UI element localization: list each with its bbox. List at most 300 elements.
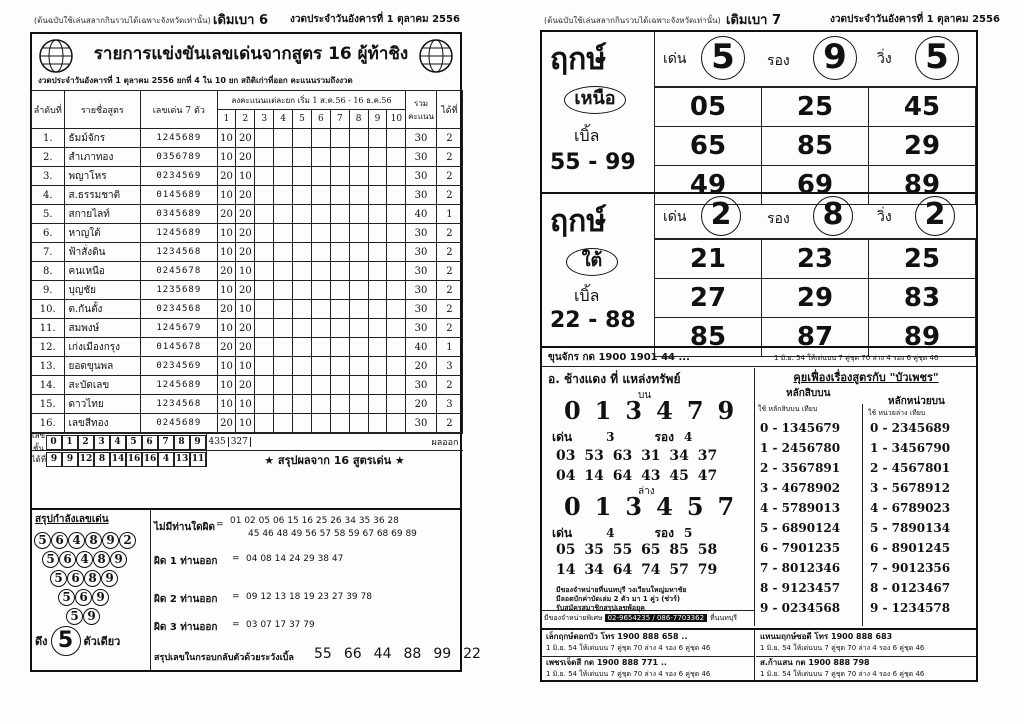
row-round-empty [311,376,330,395]
pyramid-digit: 8 [93,551,110,568]
row-round-empty [274,167,293,186]
south-second: 8 [813,196,853,236]
contact-phone: 02-9654235 / 086-7703362 [605,614,707,622]
grid-cell: 23 [762,240,869,279]
row-round-empty [293,186,312,205]
grid-cell: 21 [655,240,762,279]
digit-label: เลขชั้น [31,431,46,453]
row-rank: 9. [32,281,65,300]
right-page-title: เดิมเบา 7 [726,13,782,28]
row-place: 2 [436,243,462,262]
grid-cell: 29 [869,127,976,166]
row-rank: 14. [32,376,65,395]
grid-cell: 89 [869,166,976,205]
row-round-empty [387,376,406,395]
row-total: 30 [406,186,436,205]
strength-title: สรุปกำลังเลขเด่น [35,514,109,525]
row-round-empty [293,224,312,243]
row-round-empty [274,224,293,243]
row-round-empty [311,224,330,243]
row-round-empty [349,243,368,262]
formula-row: 2 - 3567891 [760,461,841,475]
table-row [32,186,463,205]
pyramid-digit: 9 [110,551,127,568]
north-block [542,32,976,200]
table-row [32,319,463,338]
row-total: 30 [406,281,436,300]
row-digits: 1234568 [141,243,218,262]
row-round-empty [255,376,274,395]
row-round-empty [274,205,293,224]
ad3: เพชรเจ็ดสี กด 1900 888 771 .. [546,658,667,667]
count-cell: 12 [78,452,94,467]
row-round-empty [293,262,312,281]
big-digit: 4 [656,396,673,425]
col-digits: เลขเด่น 7 ตัว [141,91,218,129]
row-rank: 11. [32,319,65,338]
table-row [32,224,463,243]
row-name: สำเภาทอง [64,148,141,167]
row-round-empty [368,186,387,205]
north-second-label: รอง [767,53,790,69]
row-place: 3 [436,395,462,414]
row-round-empty [387,281,406,300]
row-round-empty [368,357,387,376]
row-round-1: 10 [217,319,236,338]
final-value: 22 [463,646,481,662]
round-number: 8 [349,110,368,129]
wrong1-values: 04 08 14 24 29 38 47 [246,554,344,564]
row-round-empty [274,300,293,319]
row-round-empty [349,167,368,186]
grid-cell: 85 [655,318,762,357]
pyramid-digit: 9 [101,570,118,587]
ads-block [542,628,976,682]
row-round-empty [368,395,387,414]
row-round-empty [368,319,387,338]
count-cell: 9 [62,452,78,467]
main-title: รายการแข่งขันเลขเด่นจากสูตร 16 ผู้ท้าชิง [93,44,409,64]
row-round-empty [293,395,312,414]
big-digit: 1 [594,396,612,425]
north-lead: 5 [701,36,745,80]
formula-block [756,368,976,626]
row-digits: 0145689 [141,186,218,205]
row-place: 2 [436,300,462,319]
sponsor-title: อ. ช้างแดง ที่ แหล่งทรัพย์ [548,372,681,386]
south-run: 2 [915,196,955,236]
final-label: สรุปเลขในกรอบกลับตัวด้วยระวังเบิ้ล [154,653,294,663]
row-round-empty [274,148,293,167]
row-round-empty [311,262,330,281]
row-round-empty [368,414,387,433]
wrong3-label: ผิด 3 ท่านออก [154,622,218,633]
contact-label: มีของจำหน่ายพิเศษ [544,613,603,622]
row-round-empty [293,205,312,224]
row-round-empty [387,129,406,148]
row-round-empty [349,148,368,167]
row-round-empty [330,129,349,148]
big-digit: 7 [686,396,704,425]
row-round-1: 20 [217,262,236,281]
table-row [32,338,463,357]
formula-row: 4 - 5789013 [760,501,841,515]
summary-label: ★ สรุปผลจาก 16 สูตรเด่น ★ [207,450,463,467]
row-digits: 1245689 [141,224,218,243]
row-digits: 0245678 [141,262,218,281]
table-row [32,262,463,281]
row-place: 2 [436,167,462,186]
units-sub: ใช้ หน่วยล่าง เทียบ [868,409,926,417]
pyramid-digit: 4 [76,551,93,568]
row-round-empty [387,395,406,414]
row-round-empty [311,167,330,186]
grid-cell: 25 [762,88,869,127]
count-cell: 16 [126,452,142,467]
row-round-empty [255,414,274,433]
row-round-empty [387,357,406,376]
formula-row: 0 - 1345679 [760,421,841,435]
row-total: 30 [406,167,436,186]
lower-second: 5 [683,526,693,540]
row-round-empty [330,224,349,243]
row-digits: 1245679 [141,319,218,338]
row-round-2: 20 [236,376,255,395]
row-round-empty [274,395,293,414]
wrong1-label: ผิด 1 ท่านออก [154,556,218,567]
row-round-empty [311,319,330,338]
row-round-2: 20 [236,129,255,148]
digit-cell: 4 [110,435,126,450]
row-place: 2 [436,376,462,395]
row-round-empty [349,205,368,224]
count-cell: 16 [142,452,158,467]
row-round-empty [274,414,293,433]
row-round-empty [255,300,274,319]
dist-note-2: มีลอตบักค่าบัดเล่ม 2 ตัว มา 1 คู่ว (ช่วร์) [556,595,681,603]
row-name: ธัมม์จักร [64,129,141,148]
final-value: 44 [373,646,392,662]
row-round-empty [368,243,387,262]
sponsor-block [542,368,755,626]
north-double-label: เบิ้ล [574,126,600,145]
pyramid-digit: 5 [66,608,83,625]
table-row [32,205,463,224]
row-rank: 5. [32,205,65,224]
row-rank: 6. [32,224,65,243]
row-rank: 12. [32,338,65,357]
row-place: 3 [436,357,462,376]
pyramid-digit: 9 [92,589,109,606]
count-cell: 11 [190,452,206,467]
pyramid-row [34,548,150,567]
pyramid-row [34,529,150,548]
pyramid-digit: 5 [34,532,51,549]
pyramid-digit: 6 [75,589,92,606]
round-number: 1 [217,110,236,129]
row-round-empty [311,148,330,167]
row-name: ฟ้าสั่งดิน [64,243,141,262]
row-round-empty [293,319,312,338]
formula-title: คุยเฟื่องเรื่องสูตรกับ "บัวเพชร" [793,371,939,384]
row-round-1: 10 [217,281,236,300]
grid-cell: 87 [762,318,869,357]
row-round-1: 20 [217,300,236,319]
dist-note-3: รับสมัครสมาชิกสรุปเลขพ้อยุค [556,604,645,612]
row-round-empty [387,300,406,319]
row-round-1: 20 [217,205,236,224]
miss-values-2: 45 46 48 49 56 57 58 59 67 68 69 89 [248,529,417,539]
row-round-empty [255,148,274,167]
result-label: ผลออก [431,438,459,448]
row-round-empty [293,129,312,148]
units-label: หลักหน่วยบน [888,396,945,407]
globe-icon [38,38,74,74]
row-name: หาญใต้ [64,224,141,243]
row-round-empty [255,186,274,205]
row-round-empty [330,281,349,300]
row-total: 30 [406,414,436,433]
row-round-1: 10 [217,357,236,376]
wrong2-values: 09 12 13 18 19 23 27 39 78 [246,592,372,602]
row-round-empty [349,414,368,433]
formula-table [31,90,463,467]
row-round-2: 10 [236,357,255,376]
row-round-empty [330,243,349,262]
row-round-1: 10 [217,395,236,414]
left-page [0,0,505,724]
row-round-2: 20 [236,281,255,300]
row-digits: 0345689 [141,205,218,224]
row-round-empty [255,224,274,243]
pyramid-digit: 5 [50,570,67,587]
table-row [32,243,463,262]
row-round-empty [368,148,387,167]
row-round-empty [387,243,406,262]
formula-row: 8 - 9123457 [760,581,841,595]
digit-cell: 9 [190,435,206,450]
row-place: 1 [436,338,462,357]
khun-note: 1 มิ.ย. 54 ให้เด่นบน 7 คู่ชุด 70 ล่าง 4 รอง 6 คู่ชุด 46 [774,354,939,362]
grid-cell: 49 [655,166,762,205]
pyramid-row [34,586,150,605]
formula-row: 3 - 5678912 [870,481,951,495]
row-name: คนเหนือ [64,262,141,281]
globe-icon [418,38,454,74]
formula-row: 9 - 0234568 [760,601,841,615]
row-round-empty [330,186,349,205]
tens-sub: ใช้ หลักสิบบน เทียบ [758,405,818,413]
row-round-empty [293,338,312,357]
sum-2: 327 [229,437,251,447]
row-rank: 8. [32,262,65,281]
row-name: พญาโหร [64,167,141,186]
strength-panel [32,510,151,672]
row-place: 2 [436,281,462,300]
col-name: รายชื่อสูตร [64,91,141,129]
row-round-empty [311,300,330,319]
ad1-note: 1 มิ.ย. 54 ให้เด่นบน 7 คู่ชุด 70 ล่าง 4 รอง 6 คู่ชุด 46 [546,644,711,652]
south-double-range: 22 - 88 [550,308,636,333]
formula-row: 0 - 2345689 [870,421,951,435]
grid-cell: 83 [869,279,976,318]
lower-label: ล่าง [638,486,655,497]
row-round-1: 10 [217,148,236,167]
contact-place: ที่นนทบุรี [710,613,738,622]
digit-cell: 5 [126,435,142,450]
grid-row [655,279,976,318]
row-round-empty [368,300,387,319]
grid-cell: 27 [655,279,762,318]
single-label: ดึง [35,635,48,648]
row-round-empty [330,395,349,414]
row-round-empty [255,395,274,414]
row-round-empty [255,357,274,376]
row-round-empty [387,186,406,205]
col-score-range: ลงคะแนนแต่ละยก เริ่ม 1 ส.ค.56 - 16 ธ.ค.56 [217,91,406,110]
row-name: ดาวไทย [64,395,141,414]
count-cell: 8 [94,452,110,467]
row-place: 2 [436,186,462,205]
row-round-empty [255,205,274,224]
left-page-title: เดิมเบา 6 [213,13,269,28]
ad4: ส.ก้าแสน กด 1900 888 798 [760,658,870,667]
table-row [32,129,463,148]
row-round-empty [274,357,293,376]
miss-label: ไม่มีท่านใดผิด [154,522,215,533]
grid-cell: 25 [869,240,976,279]
row-round-empty [293,281,312,300]
upper-label: บน [638,390,652,401]
row-round-empty [274,129,293,148]
digit-cell: 1 [62,435,78,450]
miss-values-1: 01 02 05 06 15 16 25 26 34 35 36 28 [230,516,399,526]
final-value: 88 [403,646,422,662]
grid-cell: 85 [762,127,869,166]
south-lead-label: เด่น [663,209,687,225]
big-digit: 3 [625,396,643,425]
row-round-empty [387,224,406,243]
left-main-frame [30,32,481,672]
table-row [32,414,463,433]
row-digits: 0234569 [141,167,218,186]
lower-lead-label: เด่น [552,526,573,540]
pyramid-row [34,605,150,624]
row-round-2: 10 [236,300,255,319]
row-round-empty [274,262,293,281]
row-total: 40 [406,205,436,224]
row-rank: 2. [32,148,65,167]
single-digit: 5 [51,626,81,656]
upper-lead-label: เด่น [552,430,573,444]
ad3-note: 1 มิ.ย. 54 ให้เด่นบน 7 คู่ชุด 70 ล่าง 4 รอง 6 คู่ชุด 46 [546,670,711,678]
row-digits: 0234568 [141,300,218,319]
table-row [32,148,463,167]
ad2-note: 1 มิ.ย. 54 ให้เด่นบน 7 คู่ชุด 70 ล่าง 4 รอง 6 คู่ชุด 46 [760,644,925,652]
upper-second-label: รอง [654,430,674,444]
row-round-empty [330,262,349,281]
grid-cell: 69 [762,166,869,205]
round-number: 2 [236,110,255,129]
row-round-1: 20 [217,338,236,357]
upper-lead: 3 [606,430,615,444]
ad2: แหนมฤกษ์ซอดี โทร 1900 888 683 [760,632,893,641]
pyramid-digit: 2 [119,532,136,549]
row-total: 30 [406,129,436,148]
row-place: 2 [436,224,462,243]
formula-row: 9 - 1234578 [870,601,951,615]
row-rank: 15. [32,395,65,414]
row-round-empty [368,338,387,357]
row-round-empty [368,167,387,186]
upper-second: 4 [683,430,693,444]
pyramid-digit: 8 [85,532,102,549]
formula-row: 8 - 0123467 [870,581,951,595]
row-name: สกายไลท์ [64,205,141,224]
row-place: 2 [436,414,462,433]
formula-row: 7 - 8012346 [760,561,841,575]
south-run-label: วิ่ง [877,209,892,225]
row-round-empty [255,167,274,186]
south-region: ใต้ [566,248,618,276]
north-run: 5 [915,36,959,80]
row-round-empty [330,167,349,186]
row-round-empty [368,376,387,395]
round-number: 7 [330,110,349,129]
row-round-2: 20 [236,319,255,338]
table-row [32,376,463,395]
row-total: 40 [406,338,436,357]
north-region: เหนือ [564,86,626,114]
row-round-empty [330,300,349,319]
pyramid-digit: 5 [42,551,59,568]
lower-pairs-2: 14 34 64 74 57 79 [556,562,718,578]
row-round-empty [293,167,312,186]
pyramid-digit: 6 [51,532,68,549]
row-round-2: 20 [236,338,255,357]
got-label: ได้ที่ [31,454,46,464]
table-row [32,281,463,300]
row-name: ยอดขุนพล [64,357,141,376]
row-round-empty [330,319,349,338]
row-round-empty [368,262,387,281]
row-rank: 3. [32,167,65,186]
north-double-range: 55 - 99 [550,150,636,175]
north-grid [654,87,976,205]
row-round-empty [255,129,274,148]
south-second-label: รอง [767,211,790,227]
round-number: 6 [311,110,330,129]
row-round-empty [255,338,274,357]
khun-line: ขุนจักร กด 1900 1901 44 ... [548,352,690,363]
subtitle: งวดประจำวันอังคารที่ 1 ตุลาคม 2556 ยกที่ 4 ใน 10 ยก สถิติเก่าที่ออก คะแนนรวมถึงงวด [38,76,353,85]
wrong3-values: 03 07 17 37 79 [246,620,315,630]
count-cell: 9 [46,452,62,467]
row-round-empty [349,186,368,205]
row-round-2: 10 [236,167,255,186]
row-round-2: 20 [236,243,255,262]
row-rank: 10. [32,300,65,319]
big-digit: 9 [717,396,735,425]
row-round-empty [274,281,293,300]
row-round-empty [349,319,368,338]
row-round-empty [311,205,330,224]
row-round-2: 20 [236,205,255,224]
north-run-label: วิ่ง [877,51,892,67]
pyramid-row [34,567,150,586]
formula-row: 3 - 4678902 [760,481,841,495]
row-round-empty [349,300,368,319]
